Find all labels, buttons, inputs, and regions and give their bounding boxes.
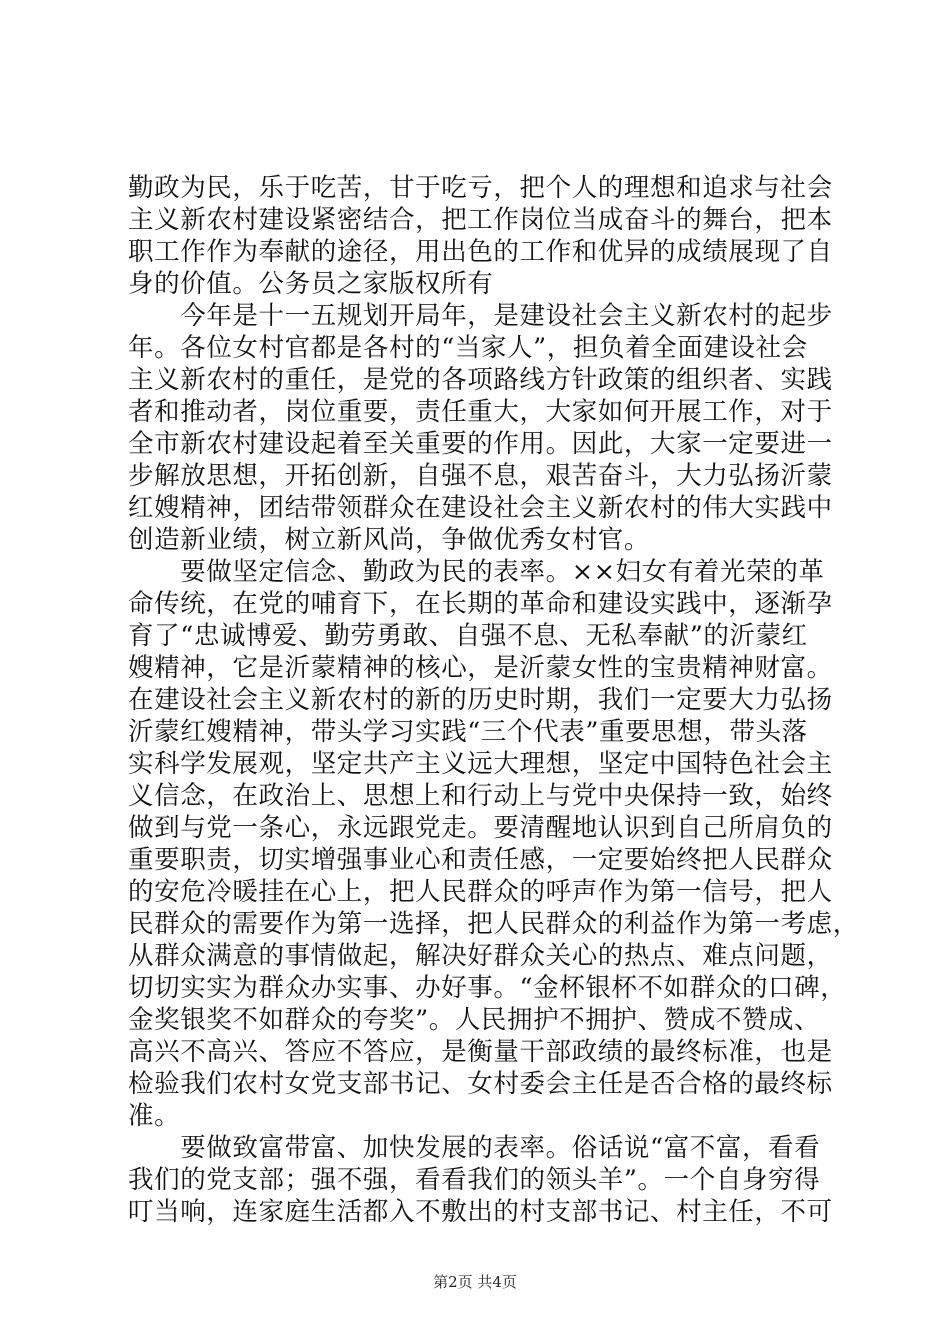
text-line: 沂蒙红嫂精神，带头学习实践“三个代表”重要思想，带头落	[128, 717, 808, 747]
text-line: 创造新业绩，树立新风尚，争做优秀女村官。	[128, 525, 651, 555]
text-line: 育了“忠诚博爱、勤劳勇敢、自强不息、无私奉献”的沂蒙红	[128, 621, 808, 651]
text-line: 要做坚定信念、勤政为民的表率。××妇女有着光荣的革	[128, 557, 825, 587]
document-body	[128, 172, 859, 1228]
text-line: 高兴不高兴、答应不答应，是衡量干部政绩的最终标准，也是	[128, 1037, 833, 1067]
text-line: 叮当响，连家庭生活都入不敷出的村支部书记、村主任，不可	[128, 1197, 833, 1227]
text-line: 者和推动者，岗位重要，责任重大，大家如何开展工作，对于	[128, 397, 833, 427]
text-line: 全市新农村建设起着至关重要的作用。因此，大家一定要进一	[128, 429, 833, 459]
text-line: 勤政为民，乐于吃苦，甘于吃亏，把个人的理想和追求与社会	[128, 173, 833, 203]
text-line: 嫂精神，它是沂蒙精神的核心，是沂蒙女性的宝贵精神财富。	[128, 653, 833, 683]
text-line: 检验我们农村女党支部书记、女村委会主任是否合格的最终标	[128, 1069, 833, 1099]
text-line: 主义新农村的重任，是党的各项路线方针政策的组织者、实践	[128, 365, 833, 395]
text-line: 要做致富带富、加快发展的表率。俗话说“富不富，看看	[128, 1133, 821, 1163]
page-number-footer: 第2页 共4页	[433, 1273, 517, 1291]
text-line: 金奖银奖不如群众的夸奖”。人民拥护不拥护、赞成不赞成、	[128, 1005, 821, 1035]
text-line: 义信念，在政治上、思想上和行动上与党中央保持一致，始终	[128, 781, 833, 811]
text-line: 做到与党一条心，永远跟党走。要清醒地认识到自己所肩负的	[128, 813, 833, 843]
text-line: 红嫂精神，团结带领群众在建设社会主义新农村的伟大实践中	[128, 493, 833, 523]
text-line: 准。	[128, 1101, 181, 1131]
text-line: 民群众的需要作为第一选择，把人民群众的利益作为第一考虑，	[128, 909, 859, 939]
text-line: 职工作作为奉献的途径，用出色的工作和优异的成绩展现了自	[128, 237, 833, 267]
text-line: 身的价值。公务员之家版权所有	[128, 269, 494, 299]
text-line: 命传统，在党的哺育下，在长期的革命和建设实践中，逐渐孕	[128, 589, 833, 619]
text-line: 今年是十一五规划开局年，是建设社会主义新农村的起步	[128, 301, 833, 331]
text-line: 主义新农村建设紧密结合，把工作岗位当成奋斗的舞台，把本	[128, 205, 833, 235]
text-line: 在建设社会主义新农村的新的历史时期，我们一定要大力弘扬	[128, 685, 833, 715]
text-line: 年。各位女村官都是各村的“当家人”，担负着全面建设社会	[128, 333, 808, 363]
text-line: 从群众满意的事情做起，解决好群众关心的热点、难点问题，	[128, 941, 833, 971]
text-line: 步解放思想，开拓创新，自强不息，艰苦奋斗，大力弘扬沂蒙	[128, 461, 833, 491]
text-line: 实科学发展观，坚定共产主义远大理想，坚定中国特色社会主	[128, 749, 833, 779]
text-line: 我们的党支部；强不强，看看我们的领头羊”。一个自身穷得	[128, 1165, 821, 1195]
text-line: 的安危冷暖挂在心上，把人民群众的呼声作为第一信号，把人	[128, 877, 833, 907]
text-line: 重要职责，切实增强事业心和责任感，一定要始终把人民群众	[128, 845, 833, 875]
text-line: 切切实实为群众办实事、办好事。“金杯银杯不如群众的口碑，	[128, 973, 847, 1003]
